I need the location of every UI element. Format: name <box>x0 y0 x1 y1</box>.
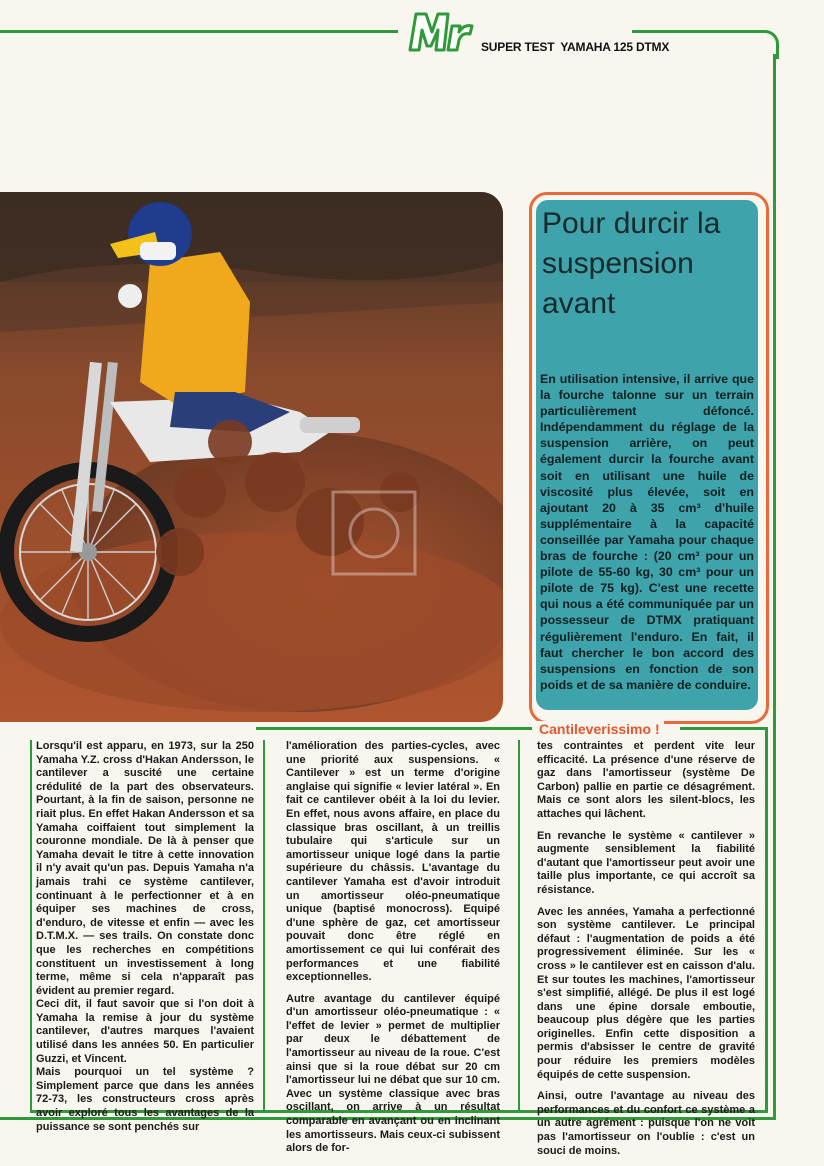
col3-paragraph-2: En revanche le système « cantilever » augmente sensiblement la fiabilité d'autant que l'amortisseur peut avoir une taille plus importante, ce qui accroît sa résistance. <box>537 829 755 896</box>
header-title <box>481 40 669 54</box>
logo-icon <box>408 10 474 54</box>
section-top-rule-left <box>256 727 532 730</box>
sidebar-title: Pour durcir la suspension avant <box>542 207 721 320</box>
motocross-photo <box>0 192 503 722</box>
article-column-2 <box>286 740 500 1164</box>
column-separator-2 <box>518 740 520 1110</box>
article-column-1 <box>36 740 254 1134</box>
col1-paragraph-1: Lorsqu'il est apparu, en 1973, sur la 250 Yamaha Y.Z. cross d'Hakan Andersson, le cantilever a suscité une certaine crédulité de la part des observateurs. Pourtant, à la fin de saison, personne ne riait plus. En effet Hakan Andersson et sa Yamaha coiffaient tout simplement la couronne mondiale. De là à penser que Yamaha devait le titre à cette innovation il n'y avait qu'un pas. Depuis Yamaha n'a jamais trahi ce système cantilever, continuant à le perfectionner et à en équiper ses machines de cross, d'enduro, de vitesse et enfin — avec les D.T.M.X. — ses trails. On constate donc que les recherches en compétitions constituent un investissement à long terme, même si cela n'apparaît pas évident au premier regard. <box>36 740 254 997</box>
col3-paragraph-4: Ainsi, outre l'avantage au niveau des performances et du confort ce système a un autre agrément : puisque l'on ne voit pas l'amortisseur on l'oublie : c'est un souci de moins. <box>537 1090 755 1157</box>
section-title: Cantileverissimo ! <box>535 721 664 737</box>
col1-paragraph-3: Mais pourquoi un tel système ? Simplement parce que dans les années 72-73, les constructeurs cross après avoir exploré tous les avantages de la puissance se sont penchés sur <box>36 1066 254 1133</box>
section-top-rule-right <box>680 727 768 730</box>
magazine-logo <box>408 10 474 54</box>
section-right-rule <box>765 727 768 1112</box>
article-column-3 <box>537 740 755 1166</box>
frame-right-rule <box>773 54 776 1120</box>
test-subject: YAMAHA 125 DTMX <box>560 40 670 54</box>
super-test-label: SUPER TEST <box>481 40 555 54</box>
col2-paragraph-2: Autre avantage du cantilever équipé d'un amortisseur oléo-pneumatique : « l'effet de levier » permet de multiplier par deux le débattement de l'amortisseur au niveau de la roue. C'est ainsi que si la roue débat sur 20 cm l'amortisseur lui ne débat que sur 10 cm. Avec un système classique avec bras oscillant, on arrive à un résultat comparable en avançant ou en inclinant les amortisseurs. Mais ceux-ci subissent alors de for- <box>286 992 500 1155</box>
motocross-rider-photo-icon <box>0 192 503 722</box>
header-rule-left <box>0 30 398 33</box>
column-separator-left <box>30 740 32 1110</box>
col3-paragraph-1: tes contraintes et perdent vite leur efficacité. La présence d'une réserve de gaz dans l'amortisseur (système De Carbon) pallie en partie ce désagrément. Mais ce sont alors les silent-blocs, les attaches qui lâchent. <box>537 740 755 820</box>
col3-paragraph-3: Avec les années, Yamaha a perfectionné son système cantilever. Le principal défaut : l'augmentation de poids a été progressivement éliminée. Sur les « cross » le cantilever est en caisson d'alu. Et sur toutes les machines, l'amortisseur s'est simplifié, allégé. De plus il est logé dans une épine dorsale emboutie, beaucoup plus dégère que les parties originelles. Enfin cette disposition a permis d'absisser le centre de gravité pour réduire les premiers modèles équipés de cette suspension. <box>537 905 755 1081</box>
col1-paragraph-2: Ceci dit, il faut savoir que si l'on doit à Yamaha la remise à jour du système cantilever, d'autres marques l'avaient utilisé dans les années 50. En particulier Guzzi, et Vincent. <box>36 998 254 1065</box>
sidebar-body: En utilisation intensive, il arrive que la fourche talonne sur un terrain particulièrement défoncé. Indépendamment du réglage de la suspension arrière, on peut également durcir la fourche avant soit en utilisant une huile de viscosité plus élevée, soit en ajoutant 20 à 35 cm³ d'huile supplémentaire à la capacité conseillée par Yamaha pour chaque bras de fourche : (20 cm³ pour un pilote de 55-60 kg, 30 cm³ pour un pilote de 75 kg). C'est une recette qui nous a été communiquée par un possesseur de DTMX pratiquant régulièrement l'enduro. En fait, il faut chercher le bon accord des suspensions en fonction de son poids et de sa manière de conduire. <box>540 372 754 692</box>
header-rule-right <box>632 30 764 33</box>
column-separator-1 <box>263 740 265 1110</box>
col2-paragraph-1: l'amélioration des parties-cycles, avec une priorité aux suspensions. « Cantilever » est un terme d'origine anglaise qui signifie « levier latéral ». En fait ce cantilever obéit à la loi du levier. En effet, nous avons affaire, en place du classique bras oscillant, à un treillis tubulaire qui s'articule sur un amortisseur unique logé dans la partie supérieure du châssis. L'avantage du cantilever Yamaha est d'avoir introduit un amortisseur oléo-pneumatique unique (baptisé monocross). Equipé d'une sphère de gaz, cet amortisseur pouvait donc être réglé en amortissement ce qui lui conférait des performances et une fiabilité exceptionnelles. <box>286 740 500 984</box>
